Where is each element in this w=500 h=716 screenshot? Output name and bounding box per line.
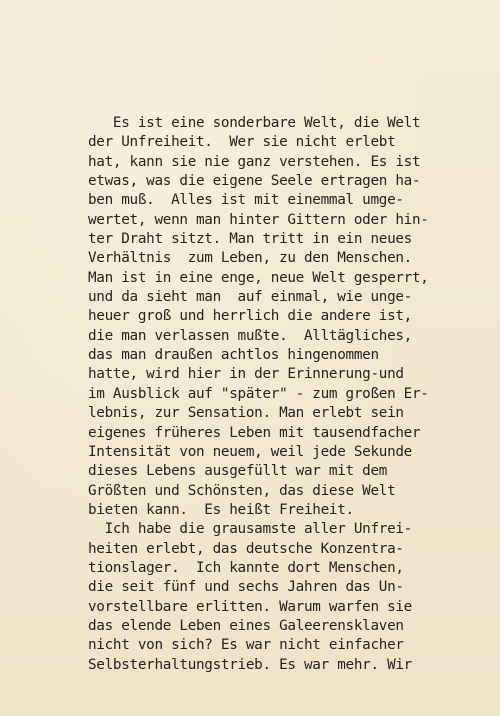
- body-text: [88, 114, 488, 675]
- text-line: Selbsterhaltungstrieb. Es war mehr. Wir: [88, 656, 412, 673]
- text-line: eigenes früheres Leben mit tausendfacher: [88, 424, 421, 441]
- text-line: ben muß. Alles ist mit einemmal umge-: [88, 192, 404, 209]
- text-line: der Unfreiheit. Wer sie nicht erlebt: [88, 134, 396, 151]
- text-line: wertet, wenn man hinter Gittern oder hin-: [88, 211, 429, 228]
- text-line: Verhältnis zum Leben, zu den Menschen.: [88, 250, 412, 267]
- text-line: hat, kann sie nie ganz verstehen. Es ist: [88, 153, 421, 170]
- text-line: dieses Lebens ausgefüllt war mit dem: [88, 463, 388, 480]
- text-line: Intensität von neuem, weil jede Sekunde: [88, 443, 412, 460]
- text-line: hatte, wird hier in der Erinnerung-und: [88, 366, 404, 383]
- text-line: nicht von sich? Es war nicht einfacher: [88, 637, 404, 654]
- text-line: die seit fünf und sechs Jahren das Un-: [88, 579, 404, 596]
- text-line: tionslager. Ich kannte dort Menschen,: [88, 559, 404, 576]
- text-line: vorstellbare erlitten. Warum warfen sie: [88, 598, 412, 615]
- text-line: Man ist in eine enge, neue Welt gesperrt,: [88, 269, 429, 286]
- text-line: das elende Leben eines Galeerensklaven: [88, 617, 404, 634]
- text-line: ter Draht sitzt. Man tritt in ein neues: [88, 231, 412, 248]
- text-line: bieten kann. Es heißt Freiheit.: [88, 501, 354, 518]
- text-line: Größten und Schönsten, das diese Welt: [88, 482, 396, 499]
- text-line: das man draußen achtlos hingenommen: [88, 347, 379, 364]
- text-line: etwas, was die eigene Seele ertragen ha-: [88, 173, 421, 190]
- text-line: Ich habe die grausamste aller Unfrei-: [88, 521, 412, 538]
- text-line: im Ausblick auf "später" - zum großen Er-: [88, 385, 429, 402]
- text-line: heuer groß und herrlich die andere ist,: [88, 308, 412, 325]
- text-line: heiten erlebt, das deutsche Konzentra-: [88, 540, 404, 557]
- text-line: die man verlassen mußte. Alltägliches,: [88, 327, 412, 344]
- text-line: Es ist eine sonderbare Welt, die Welt: [88, 115, 421, 131]
- text-line: lebnis, zur Sensation. Man erlebt sein: [88, 405, 404, 422]
- text-line: und da sieht man auf einmal, wie unge-: [88, 289, 412, 306]
